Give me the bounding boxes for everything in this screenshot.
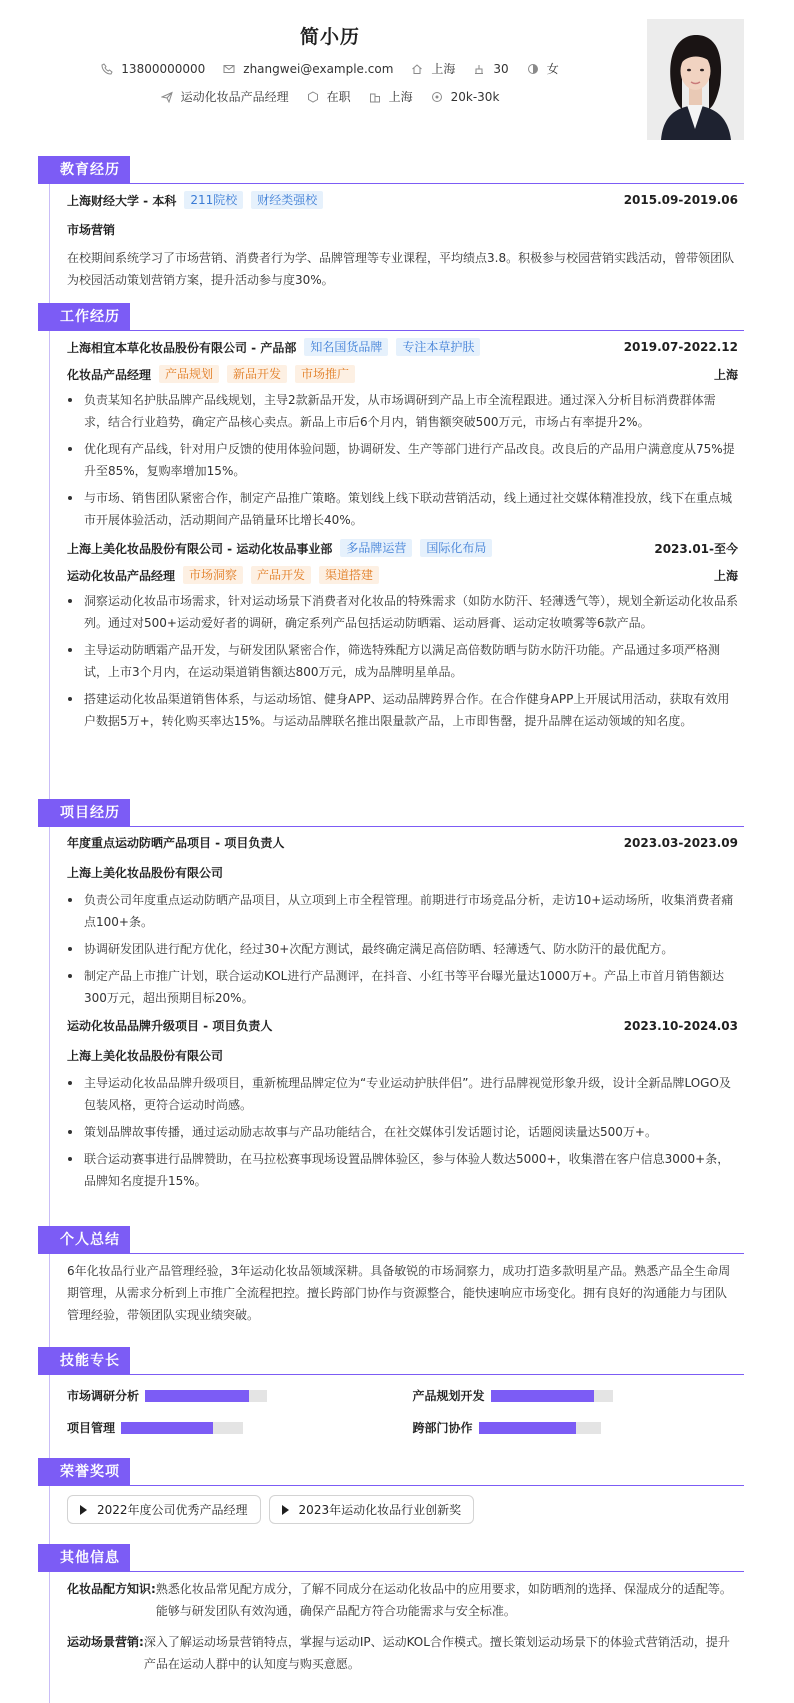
job-city: 上海 [713, 568, 738, 583]
section-title: 其他信息 [38, 1544, 130, 1572]
section-header [38, 1347, 744, 1375]
award-item [67, 1495, 261, 1524]
list-item: 制定产品上市推广计划，联合运动KOL进行产品测评，在抖音、小红书等平台曝光量达1000万+。产品上市首月销售额达300万元，超出预期目标20%。 [67, 965, 738, 1009]
age-text: 30 [493, 61, 509, 76]
job-role-row [67, 566, 738, 584]
education-head [67, 191, 738, 209]
project-bullets [67, 1072, 738, 1192]
skill-item [67, 1387, 393, 1404]
award-name: 2023年运动化妆品行业创新奖 [298, 1503, 462, 1517]
status-text: 在职 [326, 90, 351, 104]
skill-name: 产品规划开发 [412, 1389, 485, 1403]
mail-icon [223, 63, 235, 75]
list-item: 搭建运动化妆品渠道销售体系，与运动场馆、健身APP、运动品牌跨界合作。在合作健身APP上开展试用活动，获取有效用户数据5万+，转化购买率达15%。与运动品牌联名推出限量款产品，上市即售罄，提升品牌在运动领域的知名度。 [67, 688, 738, 732]
list-item: 主导运动防晒霜产品开发，与研发团队紧密合作，筛选特殊配方以满足高倍数防晒与防水防汗功能。产品通过多项严格测试，上市3个月内，在运动渠道销售额达800万元，成为品牌明星单品。 [67, 639, 738, 683]
skill-item [413, 1419, 739, 1436]
summary-text: 6年化妆品行业产品管理经验，3年运动化妆品领域深耕。具备敏锐的市场洞察力，成功打造多款明星产品。熟悉产品全生命周期管理，从需求分析到上市推广全流程把控。擅长跨部门协作与资源整合，能快速响应市场变化。拥有良好的沟通能力与团队管理经验，带领团队实现业绩突破。 [67, 1264, 731, 1322]
skill-name: 市场调研分析 [67, 1389, 140, 1403]
education-desc: 在校期间系统学习了市场营销、消费者行为学、品牌管理等专业课程，平均绩点3.8。积极参与校园营销实践活动，曾带领团队为校园活动策划营销方案，提升活动参与度30%。 [67, 251, 735, 287]
job-date: 2019.07-2022.12 [623, 340, 738, 354]
section-header [38, 156, 744, 184]
status-icon [307, 91, 319, 103]
other-value: 深入了解运动场景营销特点，掌握与运动IP、运动KOL合作模式。擅长策划运动场景下的体验式营销活动，提升产品在运动人群中的认知度与购买意愿。 [143, 1635, 730, 1671]
other-value: 熟悉化妆品常见配方成分，了解不同成分在运动化妆品中的应用要求，如防晒剂的选择、保湿成分的适配等。能够与研发团队有效沟通，确保产品配方符合功能需求与安全标准。 [155, 1582, 732, 1618]
skill-bar-fill [479, 1422, 577, 1434]
job-date: 2023.01-至今 [654, 541, 738, 556]
gender-info [527, 60, 559, 77]
project-head [67, 1017, 738, 1034]
section-title: 教育经历 [38, 156, 130, 184]
job-head [67, 338, 738, 356]
role-tag: 新品开发 [227, 365, 287, 383]
phone-text: 13800000000 [121, 61, 206, 76]
age-info [473, 62, 508, 76]
position-info [161, 88, 289, 105]
section-header [38, 303, 744, 331]
job-role: 运动化妆品产品经理 [67, 568, 176, 583]
school-name: 上海财经大学 - 本科 [67, 193, 177, 208]
company-tag: 国际化布局 [420, 539, 492, 557]
section-work [38, 303, 744, 732]
skill-bar [145, 1390, 267, 1402]
play-icon [80, 1505, 87, 1515]
contact-row [0, 60, 660, 77]
gender-text: 女 [546, 62, 559, 76]
phone-icon [101, 63, 113, 75]
project-date: 2023.10-2024.03 [623, 1018, 738, 1033]
skill-name: 跨部门协作 [412, 1421, 473, 1435]
section-title: 项目经历 [38, 799, 130, 827]
company-name: 上海相宜本草化妆品股份有限公司 - 产品部 [67, 340, 297, 355]
role-tag: 产品规划 [159, 365, 219, 383]
other-key: 化妆品配方知识: [67, 1582, 156, 1596]
school-tag: 211院校 [184, 191, 243, 209]
skill-name: 项目管理 [67, 1421, 116, 1435]
role-tag: 产品开发 [251, 566, 311, 584]
section-other [38, 1544, 744, 1675]
company-tag: 专注本草护肤 [396, 338, 480, 356]
send-icon [161, 91, 173, 103]
skill-bar [479, 1422, 601, 1434]
project-name: 运动化妆品品牌升级项目 - 项目负责人 [67, 1019, 273, 1033]
section-header [38, 1458, 744, 1486]
other-key: 运动场景营销: [67, 1635, 144, 1649]
list-item: 策划品牌故事传播，通过运动励志故事与产品功能结合，在社交媒体引发话题讨论，话题阅读量达500万+。 [67, 1121, 738, 1143]
company-name: 上海上美化妆品股份有限公司 - 运动化妆品事业部 [67, 541, 333, 556]
major: 市场营销 [67, 223, 116, 237]
project-org: 上海上美化妆品股份有限公司 [67, 1049, 224, 1063]
phone-info [101, 62, 205, 76]
job-intent-row [0, 88, 660, 105]
salary-text: 20k-30k [450, 89, 500, 104]
skill-bar-fill [491, 1390, 595, 1402]
status-info [307, 88, 351, 105]
skill-bar [491, 1390, 613, 1402]
candidate-name: 简小历 [299, 26, 360, 48]
position-text: 运动化妆品产品经理 [180, 90, 289, 104]
email-info [223, 62, 393, 76]
company-tag: 知名国货品牌 [304, 338, 388, 356]
job-role: 化妆品产品经理 [67, 367, 152, 382]
job-role-row [67, 365, 738, 383]
other-item [67, 1578, 738, 1622]
role-tag: 市场推广 [295, 365, 355, 383]
hometown-info [411, 60, 455, 77]
building-icon [369, 91, 381, 103]
list-item: 主导运动化妆品品牌升级项目，重新梳理品牌定位为“专业运动护肤伴侣”。进行品牌视觉形象升级，设计全新品牌LOGO及包装风格，更符合运动时尚感。 [67, 1072, 738, 1116]
play-icon [282, 1505, 289, 1515]
job-bullets [67, 590, 738, 732]
section-title: 工作经历 [38, 303, 130, 331]
awards-list [67, 1495, 738, 1524]
role-tag: 渠道搭建 [319, 566, 379, 584]
school-tag: 财经类强校 [251, 191, 323, 209]
home-icon [411, 63, 423, 75]
section-summary [38, 1226, 744, 1326]
skill-bar-fill [145, 1390, 249, 1402]
skill-bar [121, 1422, 243, 1434]
city-text: 上海 [388, 90, 413, 104]
salary-info [431, 90, 500, 104]
skill-item [413, 1387, 739, 1404]
section-projects [38, 799, 744, 1192]
list-item: 与市场、销售团队紧密合作，制定产品推广策略。策划线上线下联动营销活动，线上通过社交媒体精准投放，线下在重点城市开展体验活动，活动期间产品销量环比增长40%。 [67, 487, 738, 531]
project-name: 年度重点运动防晒产品项目 - 项目负责人 [67, 836, 285, 850]
company-tag: 多品牌运营 [340, 539, 412, 557]
salary-icon [431, 91, 443, 103]
email-text: zhangwei@example.com [243, 61, 394, 76]
section-education [38, 156, 744, 291]
hometown-text: 上海 [431, 62, 456, 76]
list-item: 联合运动赛事进行品牌赞助，在马拉松赛事现场设置品牌体验区，参与体验人数达5000+，收集潜在客户信息3000+条，品牌知名度提升15%。 [67, 1148, 738, 1192]
job-bullets [67, 389, 738, 531]
award-name: 2022年度公司优秀产品经理 [97, 1503, 248, 1517]
list-item: 洞察运动化妆品市场需求，针对运动场景下消费者对化妆品的特殊需求（如防水防汗、轻薄透气等），规划全新运动化妆品系列。通过对500+运动爱好者的调研，确定系列产品包括运动防晒霜、运动唇膏、运动定妆喷雾等6款产品。 [67, 590, 738, 634]
section-header [38, 1544, 744, 1572]
age-icon [473, 63, 485, 75]
list-item: 负责某知名护肤品牌产品线规划，主导2款新品开发，从市场调研到产品上市全流程跟进。通过深入分析目标消费群体需求，结合行业趋势，确定产品核心卖点。新品上市后6个月内，销售额突破500万元，市场占有率提升2%。 [67, 389, 738, 433]
job-city: 上海 [713, 367, 738, 382]
other-item [67, 1631, 738, 1675]
section-skills [38, 1347, 744, 1436]
skill-bar-fill [121, 1422, 213, 1434]
project-bullets [67, 889, 738, 1009]
gender-icon [527, 63, 539, 75]
skill-item [67, 1419, 393, 1436]
section-title: 个人总结 [38, 1226, 130, 1254]
section-title: 荣誉奖项 [38, 1458, 130, 1486]
list-item: 负责公司年度重点运动防晒产品项目，从立项到上市全程管理。前期进行市场竞品分析，走访10+运动场所，收集消费者痛点100+条。 [67, 889, 738, 933]
section-title: 技能专长 [38, 1347, 130, 1375]
list-item: 协调研发团队进行配方优化，经过30+次配方测试，最终确定满足高倍防晒、轻薄透气、防水防汗的最优配方。 [67, 938, 738, 960]
job-head [67, 539, 738, 557]
award-item [269, 1495, 475, 1524]
list-item: 优化现有产品线，针对用户反馈的使用体验问题，协调研发、生产等部门进行产品改良。改良后的产品用户满意度从75%提升至85%，复购率增加15%。 [67, 438, 738, 482]
role-tag: 市场洞察 [183, 566, 243, 584]
section-header [38, 1226, 744, 1254]
section-header [38, 799, 744, 827]
skills-grid [67, 1387, 738, 1436]
project-org: 上海上美化妆品股份有限公司 [67, 866, 224, 880]
section-awards [38, 1458, 744, 1524]
education-date: 2015.09-2019.06 [623, 193, 738, 207]
project-date: 2023.03-2023.09 [623, 835, 738, 850]
city-info [369, 88, 413, 105]
profile-photo [647, 19, 744, 140]
project-head [67, 834, 738, 851]
